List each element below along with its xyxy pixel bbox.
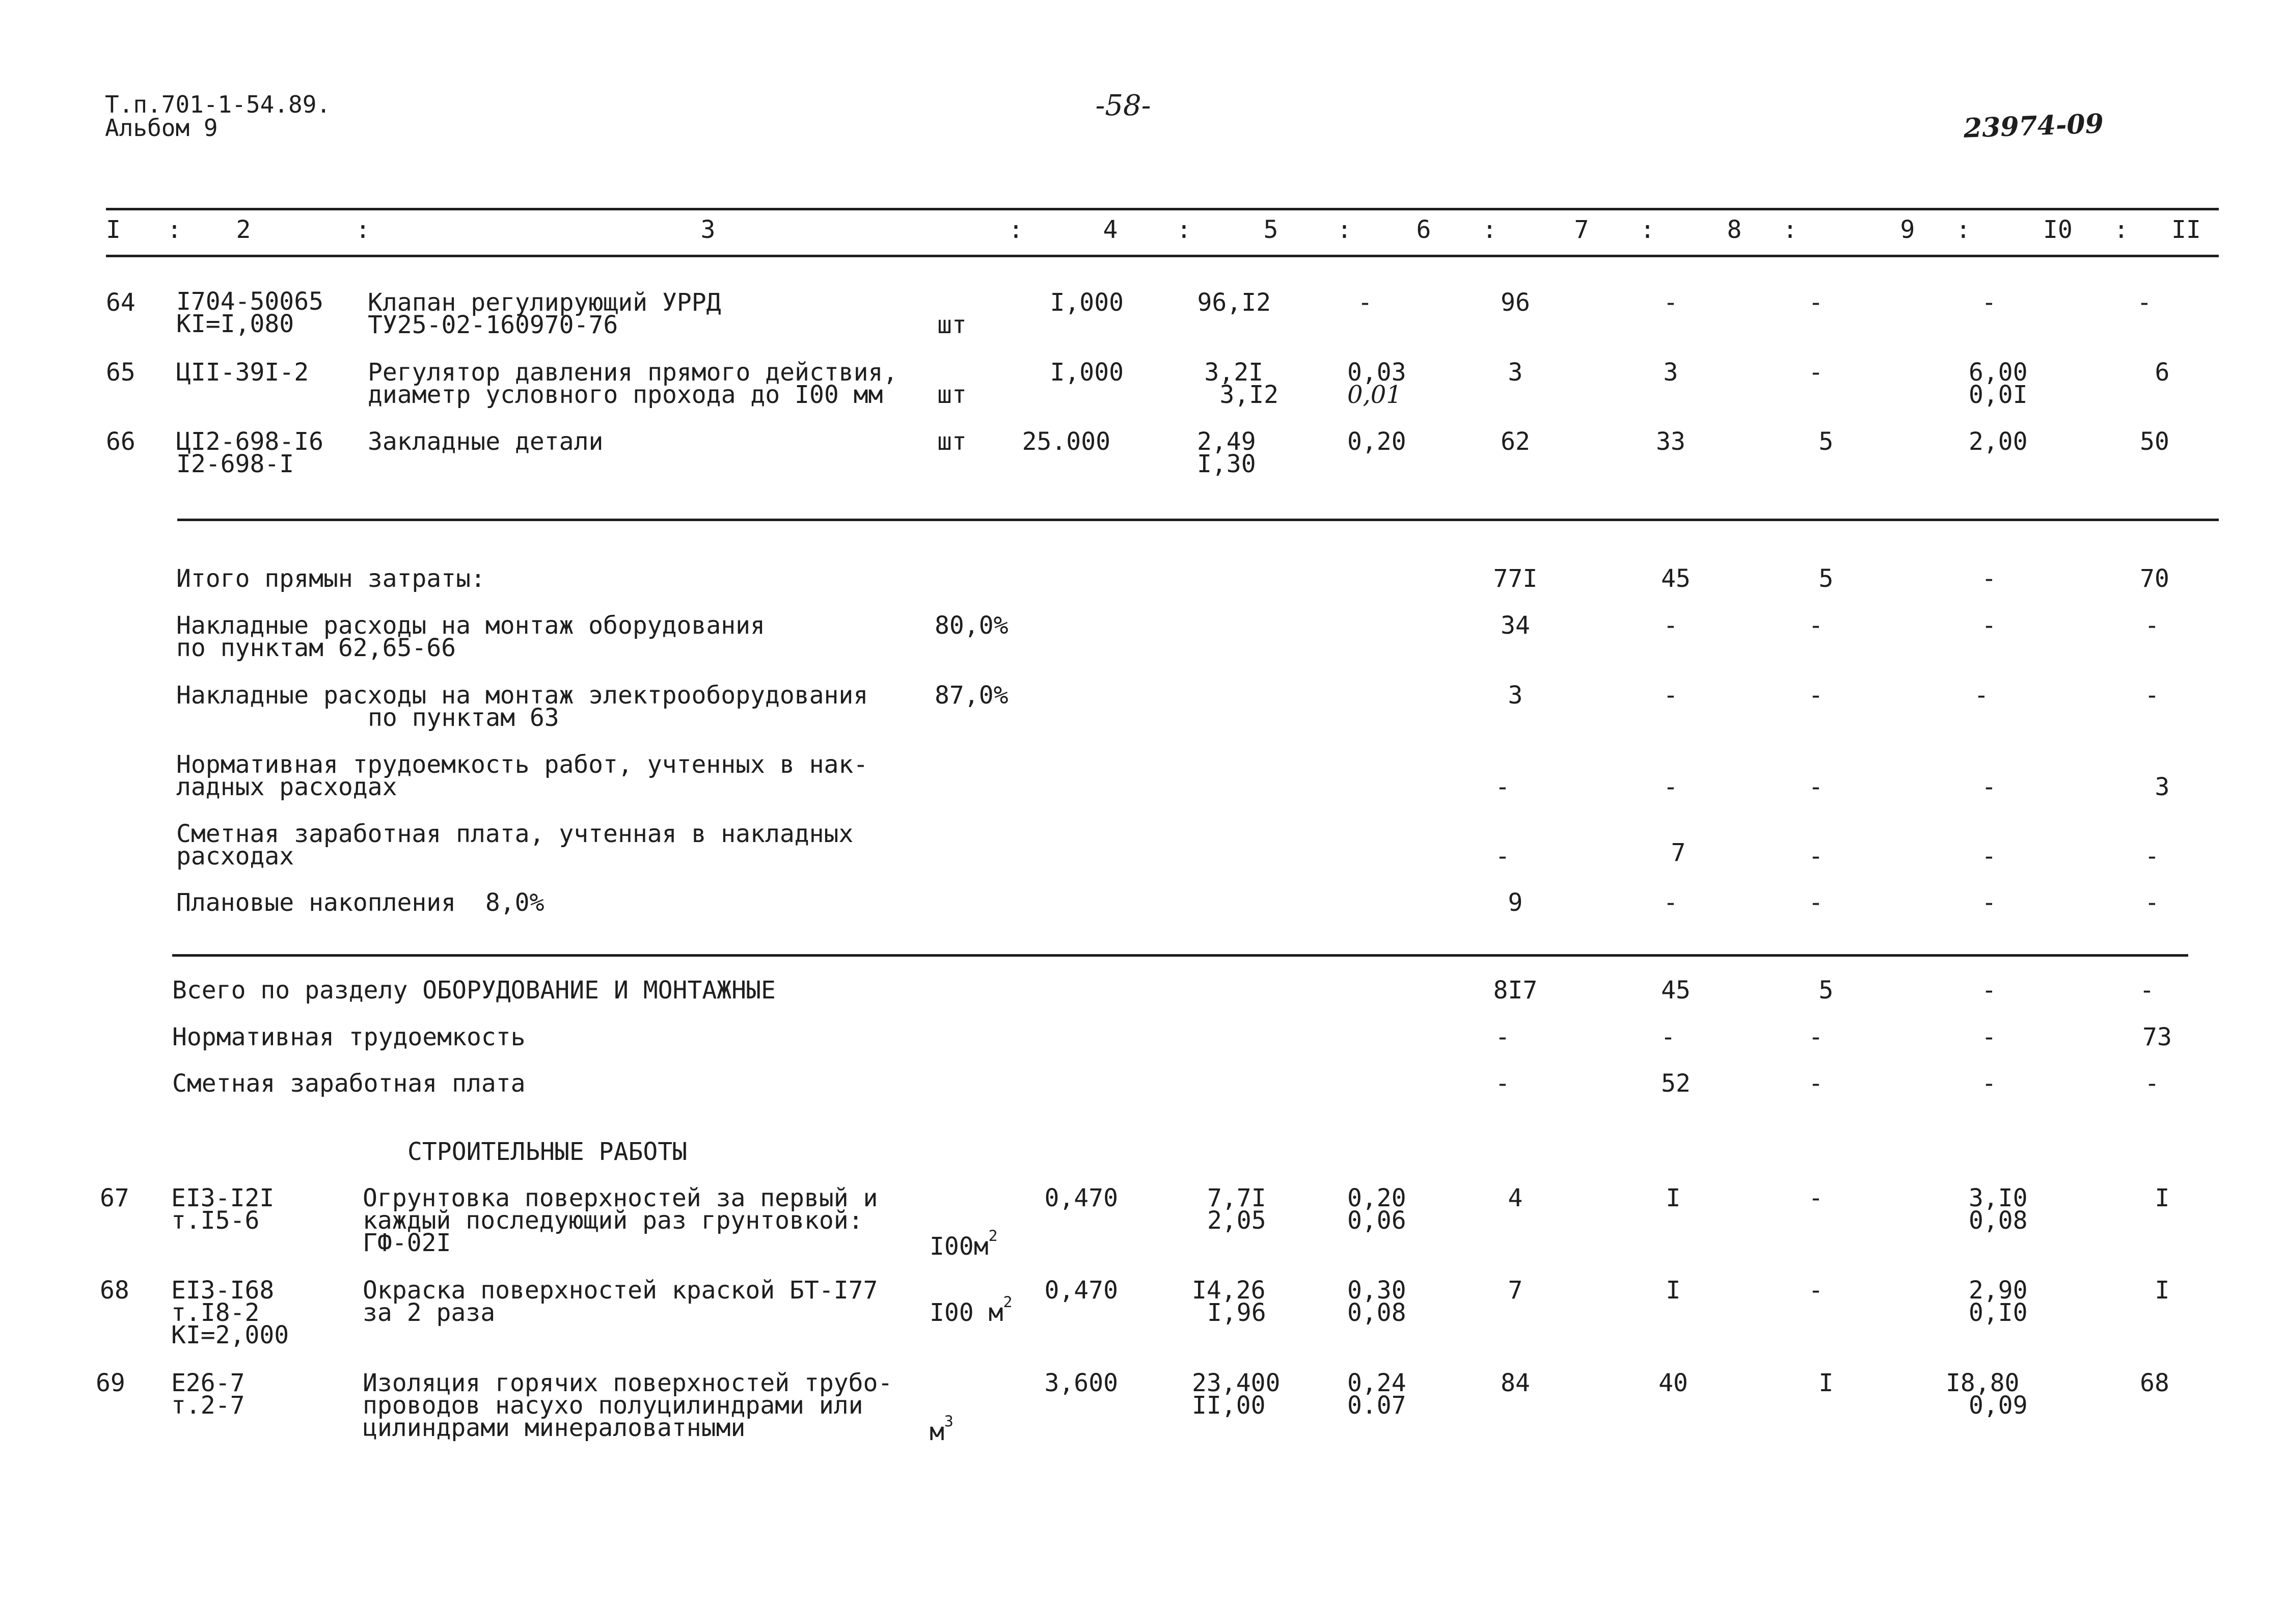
total-cost: 7 [1508,1276,1523,1305]
column-header-7: 7 [1574,215,1589,244]
item-description: Окраска поверхностей краской БТ-I77 [363,1276,878,1305]
overhead-rate: 80,0% [935,611,1009,640]
labor-per-unit: - [1974,681,1989,710]
unit-cost: 7,7I [1207,1184,1266,1212]
item-description: Огрунтовка поверхностей за первый и [363,1184,878,1212]
summary-label: Плановые накопления 8,0% [176,888,545,917]
rate-coefficient: KI=2,000 [171,1321,289,1349]
column-separator: : [1482,215,1497,244]
document-reference: Т.п.701-1-54.89. [105,91,331,118]
labor-per-unit-secondary: 0,08 [1969,1206,2028,1235]
machine-cost: - [1808,288,1824,317]
quantity: 0,470 [1044,1276,1118,1305]
item-description: проводов насухо полуцилиндрами или [363,1391,863,1420]
summary-label: ладных расходах [176,773,397,801]
summary-label: Накладные расходы на монтаж оборудования [176,611,765,640]
labor-per-unit: - [1981,1023,1997,1051]
machine-cost: 5 [1818,564,1834,593]
column-separator: : [1783,215,1798,244]
quantity: I,000 [1050,288,1124,317]
column-separator: : [1640,215,1655,244]
unit-exponent: 3 [944,1413,954,1431]
row-number: 64 [106,288,135,317]
machine-cost: - [1808,1069,1824,1098]
unit-labor: 0,24 [1347,1369,1406,1397]
rate-coefficient: KI=I,080 [176,310,294,338]
column-header-10: I0 [2043,215,2073,244]
summary-label: Итого прямын затраты: [176,564,485,593]
unit-labor: 0,30 [1347,1276,1406,1305]
labor-total: I [2155,1276,2170,1305]
unit-cost-wages: 2,05 [1207,1206,1266,1235]
rate-table: т.I5-6 [171,1206,260,1235]
total-cost: - [1495,1069,1510,1098]
unit-labor-secondary: 0,08 [1347,1298,1406,1327]
item-description: каждый последующий раз грунтовкой: [363,1206,863,1235]
unit: шт [937,427,967,456]
column-header-8: 8 [1727,215,1742,244]
unit-labor: 0,20 [1347,1184,1406,1212]
labor-total: 6 [2155,358,2170,387]
labor-total: I [2155,1184,2170,1212]
item-description: ТУ25-02-160970-76 [368,311,618,339]
labor-per-unit: - [1981,888,1997,917]
item-description: Закладные детали [368,427,604,456]
labor-total: - [2144,888,2160,917]
machine-cost: 5 [1818,427,1834,456]
unit-base: I00м [930,1232,989,1261]
unit: шт [937,381,967,409]
total-cost: 84 [1501,1369,1530,1397]
column-separator: : [1009,215,1023,244]
labor-per-unit: 6,00 [1969,358,2028,387]
section-rule [172,954,2188,957]
machine-cost: - [1808,358,1824,387]
total-cost: 96 [1501,288,1530,317]
item-description: ГФ-02I [363,1229,451,1257]
unit-exponent: 2 [1003,1293,1013,1312]
wages: - [1663,288,1678,317]
machine-cost: - [1808,773,1824,801]
unit-labor-secondary: 0,06 [1347,1206,1406,1235]
labor-total: - [2139,976,2155,1005]
unit-wages: - [1357,288,1373,317]
column-separator: : [1177,215,1191,244]
column-header-5: 5 [1263,215,1278,244]
labor-per-unit: - [1981,773,1997,801]
labor-per-unit: 3,I0 [1969,1184,2028,1212]
summary-label: расходах [176,842,294,871]
column-header-4: 4 [1103,215,1118,244]
labor-total: - [2144,842,2160,871]
rate-code: ЕI3-I68 [171,1276,275,1305]
item-description: диаметр условного прохода до I00 мм [368,381,883,409]
column-header-1: I [106,215,121,244]
unit-cost-wages: 3,I2 [1219,381,1278,409]
labor-total: 70 [2140,564,2169,593]
unit-labor: 0,03 [1347,358,1406,387]
wages: - [1661,1023,1676,1051]
machine-cost: - [1808,842,1824,871]
machine-cost: - [1808,1276,1824,1305]
labor-total: - [2144,681,2160,710]
item-description: Изоляция горячих поверхностей трубо- [363,1369,893,1397]
column-separator: : [1956,215,1971,244]
unit-cost: I4,26 [1192,1276,1266,1305]
column-header-6: 6 [1416,215,1431,244]
wages: I [1666,1184,1681,1212]
quantity: 25.000 [1022,427,1110,456]
wages: 52 [1661,1069,1691,1098]
total-cost: 9 [1508,888,1523,917]
labor-total: 68 [2140,1369,2169,1397]
table-top-rule [106,208,2219,210]
overhead-rate: 87,0% [935,681,1009,710]
wages: I [1666,1276,1681,1305]
labor-per-unit-secondary: 0,09 [1969,1391,2028,1420]
unit-cost-wages: II,00 [1192,1391,1266,1420]
summary-label: Накладные расходы на монтаж электрооборудования [176,681,868,710]
unit: шт [937,311,967,339]
labor-total: - [2137,288,2152,317]
column-header-11: II [2171,215,2201,244]
total-cost: 62 [1501,427,1530,456]
column-separator: : [1337,215,1352,244]
column-separator: : [356,215,370,244]
wages: - [1663,681,1678,710]
wages: - [1663,611,1678,640]
wages: 45 [1661,976,1691,1005]
album-number: Альбом 9 [105,114,218,142]
total-cost: 3 [1508,681,1523,710]
column-separator: : [167,215,182,244]
machine-cost: - [1808,888,1824,917]
unit-cost: 96,I2 [1197,288,1271,317]
total-cost: 34 [1501,611,1530,640]
labor-per-unit: - [1981,1069,1997,1098]
total-cost: - [1495,773,1510,801]
machine-cost: - [1808,1184,1824,1212]
column-header-2: 2 [236,215,251,244]
wages: 7 [1671,838,1686,867]
machine-cost: - [1808,681,1824,710]
rate-code: ЦI2-698-I6 [176,427,323,456]
unit [930,1227,998,1261]
wages: 33 [1656,427,1685,456]
column-header-9: 9 [1900,215,1915,244]
quantity: 0,470 [1044,1184,1118,1212]
item-description: Регулятор давления прямого действия, [368,358,898,387]
unit-cost: 2,49 [1197,427,1256,456]
labor-per-unit: - [1981,564,1997,593]
total-cost: - [1495,1023,1510,1051]
unit-base: I00 м [930,1298,1003,1327]
wages: - [1663,888,1678,917]
unit [930,1413,954,1446]
rate-code: ЦII-39I-2 [176,358,309,387]
wages: 3 [1663,358,1678,387]
item-description: цилиндрами минераловатными [363,1414,746,1442]
labor-total: - [2144,1069,2160,1098]
section-heading: СТРОИТЕЛЬНЫЕ РАБОТЫ [407,1138,688,1166]
labor-total: 73 [2142,1023,2172,1051]
archive-stamp: 23974-09 [1963,108,2104,144]
labor-per-unit: I8,80 [1946,1369,2020,1397]
unit-base: м [930,1418,944,1446]
machine-cost: I [1818,1369,1834,1397]
section-total-label: Сметная заработная плата [172,1069,526,1098]
unit-cost: 3,2I [1204,358,1263,387]
item-description: Клапан регулирующий УРРД [368,288,721,317]
total-cost: - [1495,842,1510,871]
machine-cost: - [1808,1023,1824,1051]
labor-per-unit: - [1981,842,1997,871]
rate-table: т.I8-2 [171,1298,260,1327]
total-cost: 77I [1493,564,1538,593]
unit-labor-secondary: 0,01 [1347,381,1402,409]
machine-cost: - [1808,611,1824,640]
labor-per-unit: - [1981,976,1997,1005]
labor-per-unit-secondary: 0,I0 [1969,1298,2028,1327]
wages: - [1663,773,1678,801]
rate-table: т.2-7 [171,1391,245,1420]
row-number: 68 [100,1276,129,1305]
quantity: I,000 [1050,358,1124,387]
labor-total: 3 [2155,773,2170,801]
rate-code: I704-50065 [176,287,323,316]
unit-labor: 0,20 [1347,427,1406,456]
unit-cost: 23,400 [1192,1369,1281,1397]
row-number: 69 [96,1369,125,1397]
wages: 40 [1658,1369,1688,1397]
summary-label: по пунктам 62,65-66 [176,634,456,662]
labor-per-unit: 2,00 [1969,427,2028,456]
unit-cost-wages: I,96 [1207,1298,1266,1327]
total-cost: 3 [1508,358,1523,387]
total-cost: 8I7 [1493,976,1538,1005]
labor-total: - [2144,611,2160,640]
rate-code-secondary: I2-698-I [176,450,294,478]
column-header-3: 3 [700,215,716,244]
table-header-rule [106,255,2219,257]
labor-per-unit: - [1981,288,1997,317]
labor-per-unit: 2,90 [1969,1276,2028,1305]
total-cost: 4 [1508,1184,1523,1212]
machine-cost: 5 [1818,976,1834,1005]
page-number: -58- [1095,89,1151,122]
section-total-label: Всего по разделу ОБОРУДОВАНИЕ И МОНТАЖНЫЕ [172,976,776,1005]
wages: 45 [1661,564,1691,593]
summary-label: по пунктам 63 [368,703,559,732]
quantity: 3,600 [1044,1369,1118,1397]
unit-cost-wages: I,30 [1197,450,1256,478]
labor-per-unit: - [1981,611,1997,640]
row-number: 67 [100,1184,129,1212]
unit-exponent: 2 [988,1227,998,1246]
row-number: 65 [106,358,135,387]
section-total-label: Нормативная трудоемкость [172,1023,526,1051]
rate-code: ЕI3-I2I [171,1184,275,1212]
labor-total: 50 [2140,427,2169,456]
unit [930,1293,1013,1327]
unit-labor-secondary: 0.07 [1347,1391,1406,1420]
row-number: 66 [106,427,135,456]
column-separator: : [2114,215,2129,244]
section-rule [177,519,2219,521]
summary-label: Нормативная трудоемкость работ, учтенных в нак- [176,750,868,779]
labor-per-unit-secondary: 0,0I [1969,381,2028,409]
rate-code: Е26-7 [171,1369,245,1397]
summary-label: Сметная заработная плата, учтенная в накладных [176,820,854,848]
item-description: за 2 раза [363,1298,496,1327]
